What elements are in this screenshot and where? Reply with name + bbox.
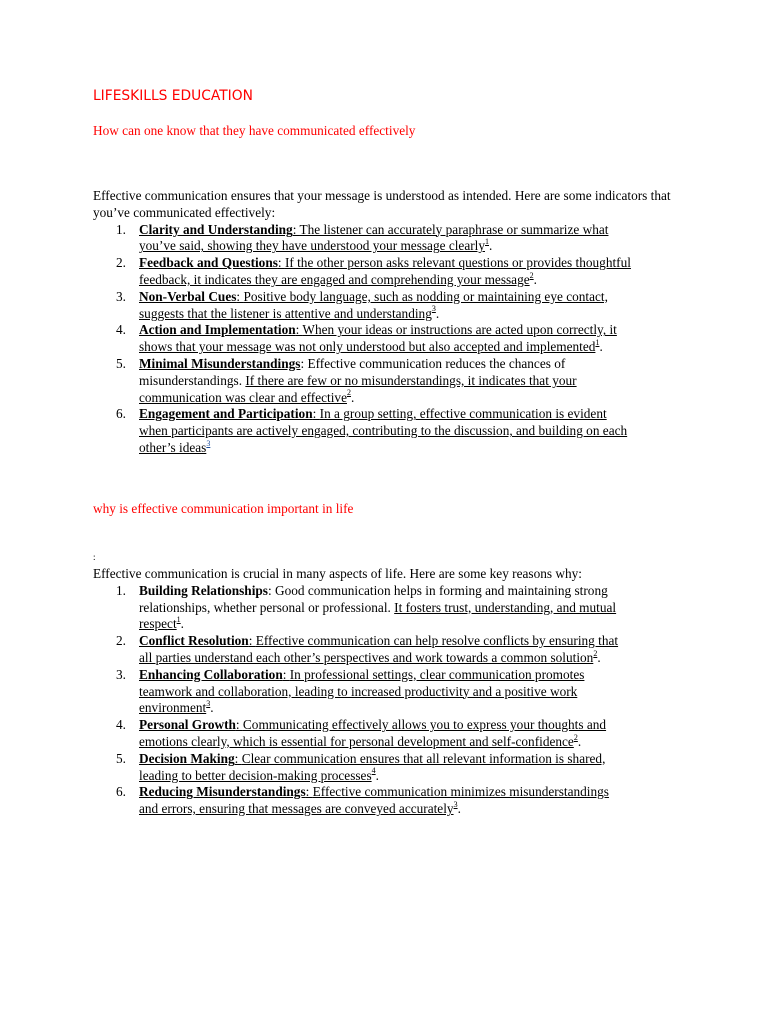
list-number: 6. bbox=[116, 406, 126, 422]
item-term: Building Relationships bbox=[139, 582, 268, 598]
item-separator: : bbox=[235, 717, 243, 733]
item-plain-text: Good communication helps in forming and maintaining strong relationships, whether personal or professional. bbox=[139, 582, 608, 615]
item-text: Positive body language, such as nodding or maintaining eye contact, suggests that the listener is attentive and understanding bbox=[139, 288, 608, 321]
item-text: Effective communication can help resolve conflicts by ensuring that all parties understand each other’s perspectives and work towards a common solution bbox=[139, 633, 619, 665]
item-end: . bbox=[375, 767, 379, 783]
item-text: When your ideas or instructions are acted upon correctly, it shows that your message was not only understood but also accepted and implemented bbox=[139, 322, 617, 355]
item-text: The listener can accurately paraphrase or summarize what you’ve said, showing they have understood your message clearly bbox=[139, 221, 609, 254]
list-number: 4. bbox=[116, 717, 126, 733]
numbered-list bbox=[93, 583, 683, 818]
item-end: . bbox=[350, 389, 355, 405]
section-effective-communication-indicators bbox=[93, 188, 683, 457]
list-item bbox=[93, 222, 631, 256]
item-separator: : bbox=[300, 355, 308, 371]
item-text: If there are few or no misunderstandings, it indicates that your communication was clear and effective bbox=[139, 372, 577, 405]
item-end: . bbox=[210, 700, 214, 716]
item-term: Decision Making bbox=[139, 750, 235, 766]
item-end: . bbox=[599, 339, 603, 355]
footnote-ref[interactable]: 2 bbox=[529, 270, 534, 280]
item-term: Non-Verbal Cues bbox=[139, 288, 237, 304]
list-number: 3. bbox=[116, 288, 126, 304]
section-intro: Effective communication ensures that your message is understood as intended. Here are some indicators that you’ve communicated effectively: bbox=[93, 188, 671, 220]
list-number: 4. bbox=[116, 322, 126, 338]
section-heading-effective-communication: How can one know that they have communicated effectively bbox=[93, 123, 416, 138]
item-term: Engagement and Participation bbox=[139, 406, 313, 422]
item-separator: : bbox=[282, 666, 290, 682]
footnote-ref[interactable]: 4 bbox=[371, 766, 376, 776]
item-term: Clarity and Understanding bbox=[139, 221, 293, 237]
footnote-ref[interactable]: 2 bbox=[573, 732, 578, 742]
list-item bbox=[93, 717, 631, 751]
item-end: . bbox=[489, 238, 493, 254]
item-end: . bbox=[533, 271, 537, 287]
item-separator: : bbox=[267, 582, 275, 598]
item-term: Conflict Resolution bbox=[139, 633, 249, 649]
list-item bbox=[93, 406, 631, 456]
item-separator: : bbox=[312, 406, 320, 422]
stray-marker: : bbox=[93, 552, 96, 562]
footnote-ref[interactable]: 3 bbox=[206, 698, 211, 708]
item-term: Enhancing Collaboration bbox=[139, 666, 283, 682]
item-text: Effective communication minimizes misunderstandings and errors, ensuring that messages are conveyed accurately bbox=[139, 784, 609, 817]
item-end: . bbox=[577, 733, 582, 749]
item-term: Reducing Misunderstandings bbox=[139, 784, 306, 800]
item-separator: : bbox=[292, 221, 300, 237]
list-item bbox=[93, 255, 631, 289]
list-item bbox=[93, 784, 631, 818]
list-number: 2. bbox=[116, 633, 126, 649]
footnote-ref[interactable]: 3 bbox=[453, 799, 458, 809]
item-separator: : bbox=[295, 322, 303, 338]
item-separator: : bbox=[248, 633, 256, 649]
item-plain-text: Effective communication reduces the chances of misunderstandings. bbox=[139, 355, 566, 388]
item-term: Minimal Misunderstandings bbox=[139, 355, 301, 371]
item-end: . bbox=[597, 649, 601, 665]
section-heading-importance: why is effective communication important in life bbox=[93, 501, 354, 516]
section-importance-reasons bbox=[93, 566, 683, 818]
item-separator: : bbox=[234, 750, 242, 766]
item-text: If the other person asks relevant questions or provides thoughtful feedback, it indicates they are engaged and comprehending your message bbox=[139, 255, 631, 287]
item-text: In professional settings, clear communication promotes teamwork and collaboration, leading to increased productivity and a positive work environment bbox=[139, 666, 585, 716]
list-number: 5. bbox=[116, 750, 126, 766]
item-separator: : bbox=[305, 784, 313, 800]
list-number: 6. bbox=[116, 784, 126, 800]
footnote-ref[interactable]: 2 bbox=[593, 648, 598, 658]
list-number: 2. bbox=[116, 255, 126, 271]
item-term: Action and Implementation bbox=[139, 322, 296, 338]
list-item bbox=[93, 356, 631, 406]
numbered-list bbox=[93, 222, 683, 457]
item-term: Personal Growth bbox=[139, 717, 236, 733]
list-number: 5. bbox=[116, 355, 126, 371]
footnote-ref[interactable]: 2 bbox=[346, 388, 351, 398]
footnote-ref[interactable]: 3 bbox=[206, 438, 211, 448]
item-text: It fosters trust, understanding, and mutual respect bbox=[139, 599, 617, 632]
section-intro: Effective communication is crucial in many aspects of life. Here are some key reasons why: bbox=[93, 566, 582, 581]
item-text: In a group setting, effective communication is evident when participants are actively engaged, contributing to the discussion, and building on each other’s ideas bbox=[139, 406, 628, 455]
footnote-ref[interactable]: 1 bbox=[595, 337, 600, 347]
item-text: Communicating effectively allows you to express your thoughts and emotions clearly, which is essential for personal development and self-confidence bbox=[139, 717, 607, 749]
item-end: . bbox=[435, 305, 440, 321]
item-separator: : bbox=[277, 255, 285, 271]
item-term: Feedback and Questions bbox=[139, 255, 278, 271]
footnote-ref[interactable]: 1 bbox=[485, 236, 489, 246]
list-item bbox=[93, 751, 631, 785]
footnote-ref[interactable]: 3 bbox=[431, 304, 436, 314]
list-item bbox=[93, 583, 631, 633]
item-text: Clear communication ensures that all relevant information is shared, leading to better decision-making processes bbox=[139, 750, 606, 783]
list-number: 3. bbox=[116, 666, 126, 682]
list-number: 1. bbox=[116, 582, 126, 598]
list-item bbox=[93, 289, 631, 323]
item-separator: : bbox=[236, 288, 244, 304]
list-item bbox=[93, 633, 631, 667]
item-end: . bbox=[457, 801, 461, 817]
list-number: 1. bbox=[116, 221, 126, 237]
document-title: LIFESKILLS EDUCATION bbox=[93, 88, 253, 104]
footnote-ref[interactable]: 1 bbox=[176, 614, 181, 624]
item-end: . bbox=[180, 616, 184, 632]
list-item bbox=[93, 667, 631, 717]
list-item bbox=[93, 322, 631, 356]
